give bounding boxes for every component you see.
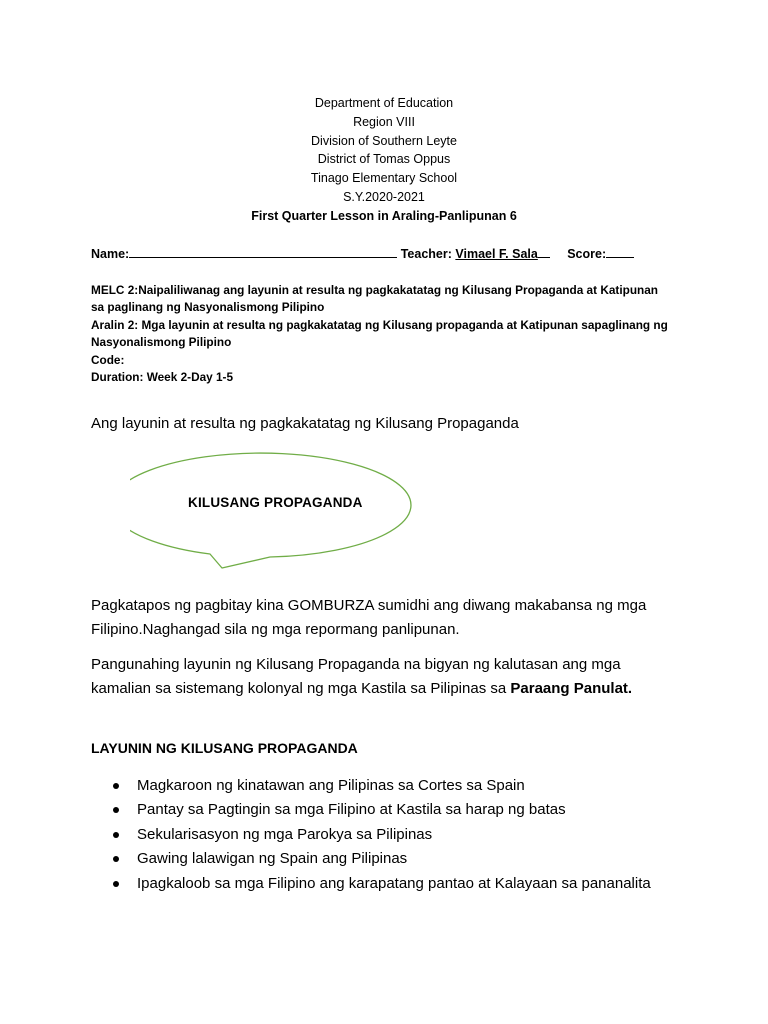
name-label: Name: [91, 247, 130, 261]
list-item [113, 774, 651, 798]
list-item-text: Sekularisasyon ng mga Parokya sa Pilipinas [137, 825, 433, 843]
paragraph-2-line-2-text: kamalian sa sistemang kolonyal ng mga Kastila sa Pilipinas sa [91, 680, 511, 697]
bullet-icon [113, 832, 119, 838]
paragraph-2-line-1: Pangunahing layunin ng Kilusang Propaganda na bigyan ng kalutasan ang mga [91, 656, 621, 673]
list-item-text: Gawing lalawigan ng Spain ang Pilipinas [137, 850, 408, 868]
student-info-row [91, 246, 634, 261]
aralin-line-1: Aralin 2: Mga layunin at resulta ng pagkakatatag ng Kilusang propaganda at Katipunan sapaglinang ng [91, 317, 668, 332]
list-item-text: Pantay sa Pagtingin sa mga Filipino at Kastila sa harap ng batas [137, 801, 566, 819]
paragraph-2-line-2 [91, 677, 691, 701]
duration-line: Duration: Week 2-Day 1-5 [91, 370, 234, 385]
aralin-line-2: Nasyonalismong Pilipino [91, 335, 232, 350]
teacher-name: Vimael F. Sala [455, 247, 538, 261]
list-item [113, 798, 651, 822]
bullet-icon [113, 807, 119, 813]
header-division: Division of Southern Leyte [311, 133, 457, 148]
score-blank-line [606, 246, 634, 258]
document-header [0, 94, 768, 226]
code-line: Code: [91, 352, 125, 367]
score-label: Score: [567, 247, 607, 261]
paragraph-gomburza [91, 594, 691, 642]
header-district: District of Tomas Oppus [317, 152, 451, 167]
section-title-layunin: LAYUNIN NG KILUSANG PROPAGANDA [91, 740, 358, 756]
melc-block [91, 282, 691, 386]
teacher-blank-line [538, 246, 550, 258]
speech-bubble-shape [130, 450, 440, 575]
paragraph-1-line-1: Pagkatapos ng pagbitay kina GOMBURZA sumidhi ang diwang makabansa ng mga [91, 597, 647, 614]
list-item-text: Ipagkaloob sa mga Filipino ang karapatang pantao at Kalayaan sa pananalita [137, 874, 651, 892]
list-item [113, 872, 651, 896]
paragraph-main-goal [91, 653, 691, 701]
speech-bubble-label: KILUSANG PROPAGANDA [188, 495, 363, 510]
bullet-icon [113, 783, 119, 789]
list-item-text: Magkaroon ng kinatawan ang Pilipinas sa Cortes sa Spain [137, 777, 525, 794]
bullet-icon [113, 881, 119, 887]
paragraph-2-bold-phrase: Paraang Panulat. [510, 680, 633, 697]
list-item [113, 823, 651, 847]
list-item [113, 847, 651, 871]
topic-heading: Ang layunin at resulta ng pagkakatatag ng Kilusang Propaganda [91, 415, 519, 432]
teacher-label: Teacher: [400, 247, 452, 261]
melc-line-2: sa paglinang ng Nasyonalismong Pilipino [91, 300, 325, 315]
objectives-list [113, 774, 651, 896]
header-region: Region VIII [353, 114, 415, 129]
header-school-year: S.Y.2020-2021 [343, 189, 425, 204]
header-lesson-title: First Quarter Lesson in Araling-Panlipunan 6 [251, 208, 517, 223]
header-department: Department of Education [314, 96, 454, 110]
header-school: Tinago Elementary School [310, 171, 458, 186]
bullet-icon [113, 856, 119, 862]
melc-line-1: MELC 2:Naipaliliwanag ang layunin at resulta ng pagkakatatag ng Kilusang Propaganda at Katipunan [91, 283, 658, 297]
name-blank-line [129, 246, 397, 258]
paragraph-1-line-2: Filipino.Naghangad sila ng mga repormang panlipunan. [91, 621, 460, 638]
